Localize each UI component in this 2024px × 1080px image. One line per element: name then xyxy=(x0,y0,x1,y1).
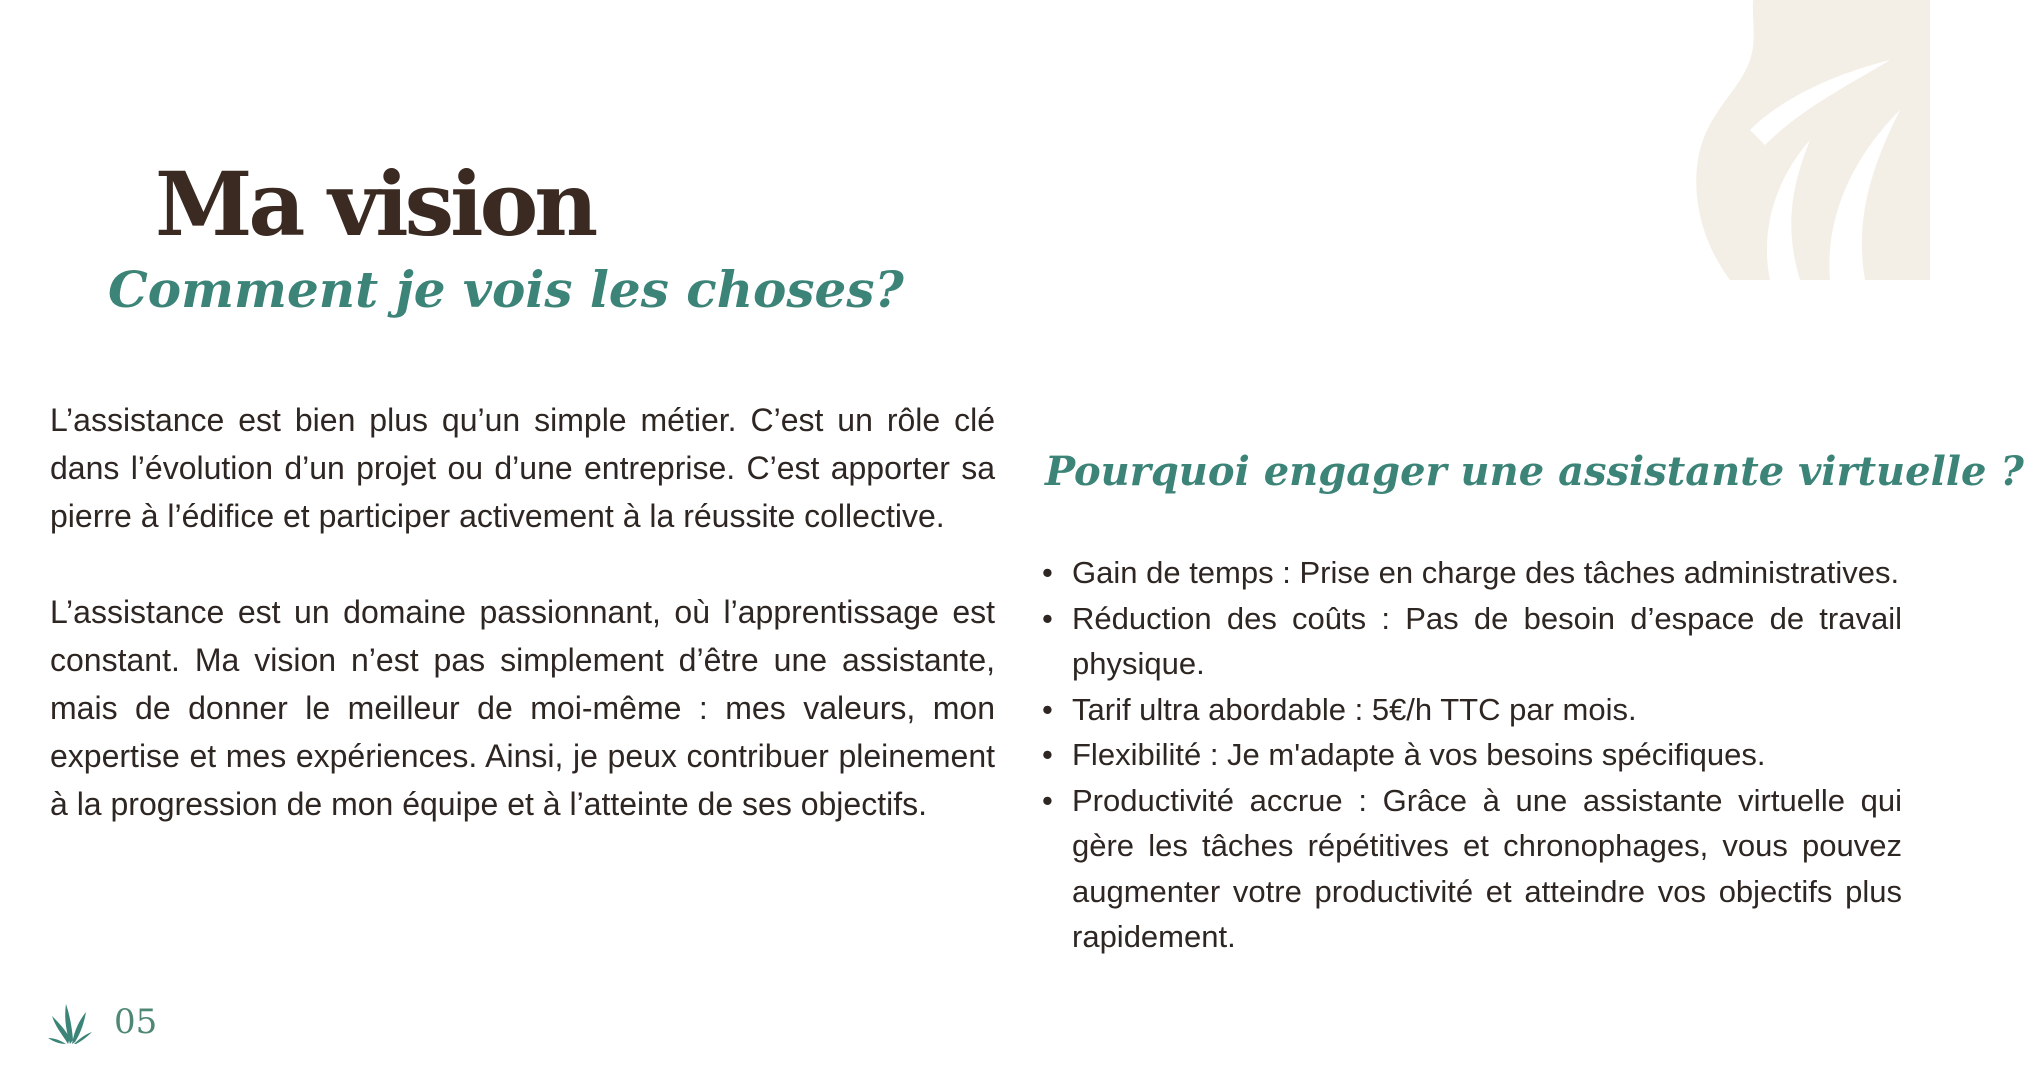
vision-text xyxy=(50,396,995,876)
page-subtitle: Comment je vois les choses? xyxy=(108,260,904,319)
benefit-text: Productivité accrue : Grâce à une assistante virtuelle qui gère les tâches répétitives et chronophages, vous pouvez augmenter votre productivité et atteindre vos objectifs plus rapidement. xyxy=(1072,782,1902,954)
bullet-icon: • xyxy=(1042,737,1053,772)
list-item xyxy=(1040,687,1902,733)
list-item xyxy=(1040,732,1902,778)
bullet-icon: • xyxy=(1042,691,1053,727)
leaf-decoration xyxy=(1690,0,1930,280)
benefit-text: Flexibilité : Je m'adapte à vos besoins spécifiques. xyxy=(1072,737,1766,772)
page-title: Ma vision xyxy=(155,152,595,256)
benefits-list xyxy=(1040,550,1902,960)
bullet-icon: • xyxy=(1042,600,1053,636)
bullet-icon: • xyxy=(1042,782,1053,818)
benefits-heading: Pourquoi engager une assistante virtuelle ? xyxy=(1045,448,2024,495)
list-item xyxy=(1040,596,1902,687)
benefit-text: Réduction des coûts : Pas de besoin d’espace de travail physique. xyxy=(1072,600,1902,681)
seaweed-icon xyxy=(48,1000,92,1044)
footer xyxy=(48,1000,157,1044)
list-item xyxy=(1040,778,1902,960)
vision-paragraph: L’assistance est un domaine passionnant, où l’apprentissage est constant. Ma vision n’est pas simplement d’être une assistante, mais de donner le meilleur de moi-même : mes valeurs, mon expertise et mes expériences. Ainsi, je peux contribuer pleinement à la progression de mon équipe et à l’atteinte de ses objectifs. xyxy=(50,594,995,822)
benefit-text: Gain de temps : Prise en charge des tâches administratives. xyxy=(1072,555,1900,590)
vision-paragraph: L’assistance est bien plus qu’un simple métier. C’est un rôle clé dans l’évolution d’un projet ou d’une entreprise. C’est apporter sa pierre à l’édifice et participer activement à la réussite collective. xyxy=(50,402,995,534)
benefit-text: Tarif ultra abordable : 5€/h TTC par mois. xyxy=(1072,691,1637,727)
page-number: 05 xyxy=(114,1002,158,1042)
bullet-icon: • xyxy=(1042,555,1053,590)
list-item xyxy=(1040,550,1902,596)
